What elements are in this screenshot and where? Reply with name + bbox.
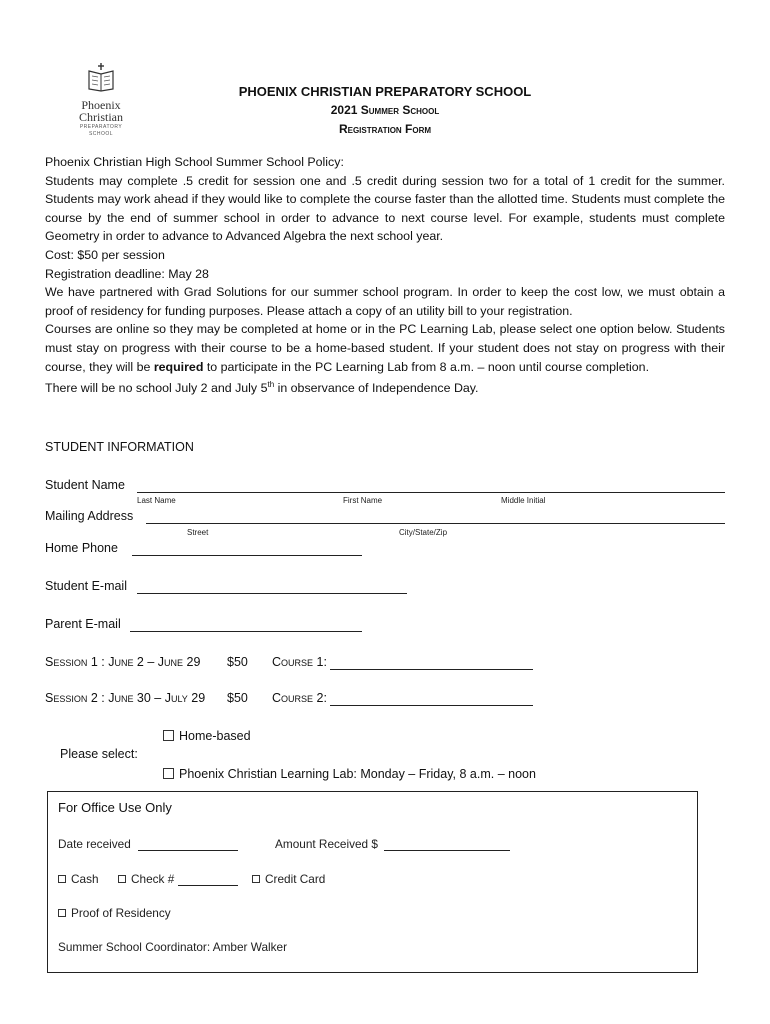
holiday-text-a: There will be no school July 2 and July 5 [45, 381, 268, 396]
form-subtitle: 2021 Summer School [330, 103, 440, 117]
check-checkbox[interactable] [118, 875, 126, 883]
first-name-caption: First Name [343, 496, 383, 505]
office-heading: For Office Use Only [58, 800, 172, 815]
middle-initial-caption: Middle Initial [501, 496, 546, 505]
cash-checkbox[interactable] [58, 875, 66, 883]
course-2-label: Course 2: [272, 691, 327, 705]
policy-heading: Phoenix Christian High School Summer School Policy: [45, 155, 344, 169]
parent-email-label: Parent E-mail [45, 617, 121, 631]
home-phone-label: Home Phone [45, 541, 118, 555]
cash-option[interactable] [58, 872, 99, 886]
learning-lab-checkbox[interactable] [163, 768, 174, 779]
session-2-label: Session 2 : June 30 – July 29 [45, 691, 206, 705]
holiday-text-b: in observance of Independence Day. [274, 381, 479, 396]
street-caption: Street [187, 528, 209, 537]
amount-received-field[interactable] [384, 838, 510, 851]
learning-lab-text: Phoenix Christian Learning Lab: Monday – Friday, 8 a.m. – noon [179, 767, 536, 781]
date-received-field[interactable] [138, 838, 238, 851]
proof-of-residency-text: Proof of Residency [71, 906, 171, 920]
policy-required-bold: required [153, 359, 204, 374]
credit-card-text: Credit Card [265, 872, 326, 886]
home-based-checkbox[interactable] [163, 730, 174, 741]
policy-paragraph-residency: We have partnered with Grad Solutions for our summer school program. In order to keep the cost low, we must obtain a proof of residency for funding purposes. Please attach a copy of an utility bill to your registration. [45, 285, 725, 318]
logo-text-christian: Christian [79, 110, 123, 124]
amount-received-label: Amount Received $ [275, 837, 378, 851]
session-1-cost: $50 [227, 655, 248, 669]
student-info-heading: STUDENT INFORMATION [45, 440, 194, 454]
mailing-address-field[interactable] [146, 509, 725, 524]
student-email-field[interactable] [137, 579, 407, 594]
school-name: PHOENIX CHRISTIAN PREPARATORY SCHOOL [238, 84, 532, 99]
policy-paragraph-online [45, 320, 725, 376]
please-select-label: Please select: [60, 747, 138, 761]
policy-online-text-a: Courses are online so they may be completed at home or in the PC Learning Lab, please select one option below. Students must stay on progress with their course to be a home-based student. If your student does not stay on progress with their course, they will be [45, 322, 725, 374]
home-based-option[interactable] [163, 729, 251, 743]
policy-holiday [45, 376, 725, 398]
logo-text-preparatory: PREPARATORY [79, 124, 123, 130]
course-1-label: Course 1: [272, 655, 327, 669]
session-1-label: Session 1 : June 2 – June 29 [45, 655, 201, 669]
cash-text: Cash [71, 872, 99, 886]
proof-of-residency-checkbox[interactable] [58, 909, 66, 917]
home-phone-field[interactable] [132, 541, 362, 556]
policy-cost: Cost: $50 per session [45, 247, 165, 262]
check-text: Check # [131, 872, 175, 886]
policy-section [45, 153, 725, 398]
check-number-field[interactable] [178, 873, 238, 886]
date-received-label: Date received [58, 837, 131, 851]
parent-email-field[interactable] [130, 617, 362, 632]
form-title: Registration Form [338, 122, 432, 136]
course-1-field[interactable] [330, 656, 533, 670]
session-2-cost: $50 [227, 691, 248, 705]
last-name-caption: Last Name [137, 496, 176, 505]
holiday-sup: th [267, 380, 275, 390]
policy-paragraph-credits: Students may complete .5 credit for session one and .5 credit during session two for a total of 1 credit for the summer. Students may work ahead if they would like to complete the course faster than the allotted time. Students must complete the course by the end of summer school in order to advance to next course level. For example, students must complete Geometry in order to advance to Advanced Algebra the next school year. [45, 173, 725, 244]
home-based-text: Home-based [179, 729, 251, 743]
policy-online-text-b: to participate in the PC Learning Lab from 8 a.m. – noon until course completion. [203, 359, 650, 374]
student-name-field[interactable] [137, 478, 725, 493]
mailing-address-label: Mailing Address [45, 509, 134, 523]
student-name-label: Student Name [45, 478, 125, 492]
proof-of-residency-option[interactable] [58, 906, 171, 920]
logo-text-school: SCHOOL [88, 131, 114, 137]
city-state-zip-caption: City/State/Zip [399, 528, 448, 537]
credit-card-option[interactable] [252, 872, 325, 886]
logo-text-phoenix: Phoenix [81, 98, 121, 112]
check-option[interactable] [118, 872, 174, 886]
credit-card-checkbox[interactable] [252, 875, 260, 883]
learning-lab-option[interactable] [163, 767, 536, 781]
coordinator-text: Summer School Coordinator: Amber Walker [58, 940, 288, 954]
policy-deadline: Registration deadline: May 28 [45, 266, 209, 281]
course-2-field[interactable] [330, 692, 533, 706]
student-email-label: Student E-mail [45, 579, 127, 593]
